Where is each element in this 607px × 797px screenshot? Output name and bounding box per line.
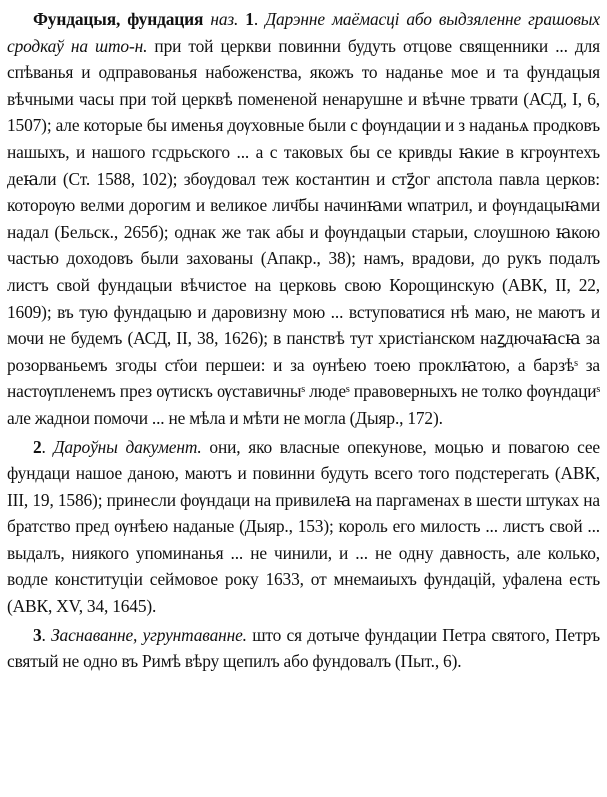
part-of-speech: наз. (210, 9, 239, 29)
sense-examples: што ся дотыче фундации Петра святого, Петръ святый не одно въ Римѣ вѣру щепилъ або фундовалъ (Пыт., 6). (7, 624, 601, 672)
entry-headword: Фундацыя, фундация (33, 9, 204, 29)
sense-examples: при той церкви повинни будуть отцове священники ... для спѣванья и одправованья набоженства, якожъ то наданье мое и та фундацыя вѣчными часы при той церквѣ помененой ненарушне и вѣчне трвати (АСД, I, 6, 1507); але которые бы именья дѹховные были с фѹндации и з наданьѧ продковъ нашыхъ, и нашого гсдрьского ... а с таковых бы се кривды ꙗкие в кгрѹнтехъ деꙗли (Ст. 1588, 102); збѹдовал теж костантин и стꙁ҃ог апстола павла церков: которѹю велми дорогим и великое лич҃бы начинꙗми ѡпатрил, и фѹндацыꙗми надал (Бельск., 265б); однак же так абы и фѹндацыи старыи, слоушною ꙗкою частью доходовъ были захованы (Апакр., 38); намъ, врадови, до рукъ подалъ листъ свой фундацыи вѣчистое на церковь свою Корощинскую (АВК, II, 22, 1609); въ тую фундацыю и даровизну мою ... вступоватися нѣ маю, не маютъ и мочи не будемъ (АСД, II, 38, 1626); в панствѣ тут христіанском наꙁдючаꙗсꙗ за розорваньемъ згоды ст҃ои першеи: и за ѹнѣею тоею проклꙗтою, а барзѣˢ за настѹпленемъ през ѹтискъ ѹставичныˢ людеˢ правоверныхъ не толко фѹндациˢ але жаднои помочи ... не мѣла и мѣти не могла (Дыяр., 172). (7, 35, 600, 428)
sense-definition: Дароўны дакумент. (53, 436, 202, 457)
sense-number: 1 (245, 9, 254, 29)
sense-number-separator: . (41, 624, 52, 645)
sense-examples: они, яко власные опекунове, моцью и повагою сее фундаци нашое даною, маютъ и повинни будуть всего того подстерегать (АВК, III, 19, 1586); принесли фѹндаци на привилеꙗ на паргаменах в шести штуках на братство пред ѹнѣею наданые (Дыяр., 153); король его милость ... листъ свой ... выдалъ, ниякого упоминанья ... не чинили, и ... не одну давность, але колько, водле конституціи сеймовое року 1633, от мнемаиыхъ фундацій, уфалена есть (АВК, XV, 34, 1645). (7, 436, 600, 617)
sense-number-separator: . (41, 436, 54, 457)
sense-definition: Заснаванне, угрунтаванне. (51, 624, 247, 645)
sense-number: 2 (33, 436, 42, 457)
sense-number-separator: . (253, 9, 266, 29)
entry-sense-1 (7, 6, 600, 432)
entry-sense-3 (7, 622, 600, 675)
sense-definition: Дарэнне маёмасці або выдзяленне грашовых сродкаў на што-н. (7, 9, 600, 56)
sense-number: 3 (33, 624, 42, 645)
entry-sense-2 (7, 434, 600, 620)
